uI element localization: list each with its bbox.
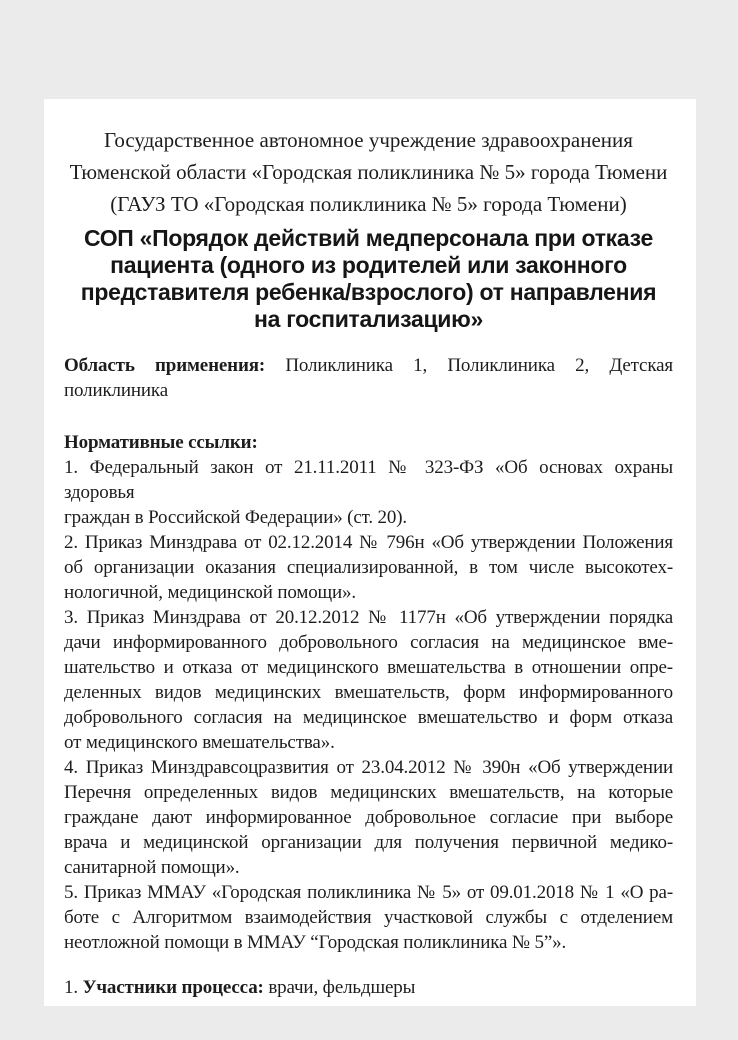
org-header	[64, 124, 673, 220]
reference-line: 5. Приказ ММАУ «Городская поликлиника № 5» от 09.01.2018 № 1 «О ра-	[64, 882, 673, 903]
scope-line: поликлиника	[64, 380, 169, 401]
reference-item	[64, 880, 673, 955]
reference-item	[64, 530, 673, 605]
reference-line: шательство и отказа от медицинского вмешательства в отношении опре-	[64, 657, 673, 678]
scope-value: Поликлиника 1, Поликлиника 2, Детская	[265, 355, 674, 376]
document-title-line: пациента (одного из родителей или законного	[110, 252, 627, 278]
reference-line: 1. Федеральный закон от 21.11.2011 № 323-ФЗ «Об основах охраны здоровья	[64, 457, 673, 503]
participants-number: 1.	[64, 977, 83, 998]
participants-value: врачи, фельдшеры	[263, 977, 416, 998]
reference-line: дачи информированного добровольного согласия на медицинское вме-	[64, 632, 673, 653]
document-title-line: на госпитализацию»	[254, 306, 483, 332]
document-title-line: представителя ребенка/взрослого) от направления	[80, 279, 657, 305]
reference-line: граждане дают информированное добровольное согласие при выборе	[64, 807, 673, 828]
scope-line	[64, 353, 673, 378]
reference-line: граждан в Российской Федерации» (ст. 20).	[64, 507, 408, 528]
document-page	[44, 99, 696, 1006]
org-header-line: Тюменской области «Городская поликлиника № 5» города Тюмени	[69, 160, 668, 184]
reference-line: 2. Приказ Минздрава от 02.12.2014 № 796н «Об утверждении Положения	[64, 532, 673, 553]
reference-line: нологичной, медицинской помощи».	[64, 582, 356, 603]
participants-label: Участники процесса:	[82, 977, 264, 998]
reference-line: Перечня определенных видов медицинских вмешательств, на которые	[64, 782, 673, 803]
reference-line: неотложной помощи в ММАУ “Городская поликлиника № 5”».	[64, 932, 567, 953]
reference-line: деленных видов медицинских вмешательств, форм информированного	[64, 682, 673, 703]
reference-line: врача и медицинской организации для получения первичной медико-	[64, 832, 673, 853]
reference-line: боте с Алгоритмом взаимодействия участковой службы с отделением	[64, 907, 673, 928]
references-section	[64, 430, 673, 955]
reference-line: санитарной помощи».	[64, 857, 240, 878]
scope-paragraph	[64, 353, 673, 403]
reference-line: добровольного согласия на медицинское вмешательство и форм отказа	[64, 707, 673, 728]
reference-line: 4. Приказ Минздравсоцразвития от 23.04.2012 № 390н «Об утверждении	[64, 757, 673, 778]
org-header-line: Государственное автономное учреждение здравоохранения	[104, 128, 633, 152]
reference-item	[64, 605, 673, 755]
scope-label: Область применения:	[64, 355, 266, 376]
reference-item	[64, 455, 673, 530]
reference-line: 3. Приказ Минздрава от 20.12.2012 № 1177н «Об утверждении порядка	[64, 607, 673, 628]
document-title	[64, 225, 673, 333]
participants-line	[64, 975, 673, 1000]
reference-line: об организации оказания специализированной, в том числе высокотех-	[64, 557, 673, 578]
reference-item	[64, 755, 673, 880]
org-header-line: (ГАУЗ ТО «Городская поликлиника № 5» города Тюмени)	[110, 192, 627, 216]
document-title-line: СОП «Порядок действий медперсонала при отказе	[83, 225, 653, 251]
reference-line: от медицинского вмешательства».	[64, 732, 335, 753]
references-heading: Нормативные ссылки:	[64, 432, 258, 453]
